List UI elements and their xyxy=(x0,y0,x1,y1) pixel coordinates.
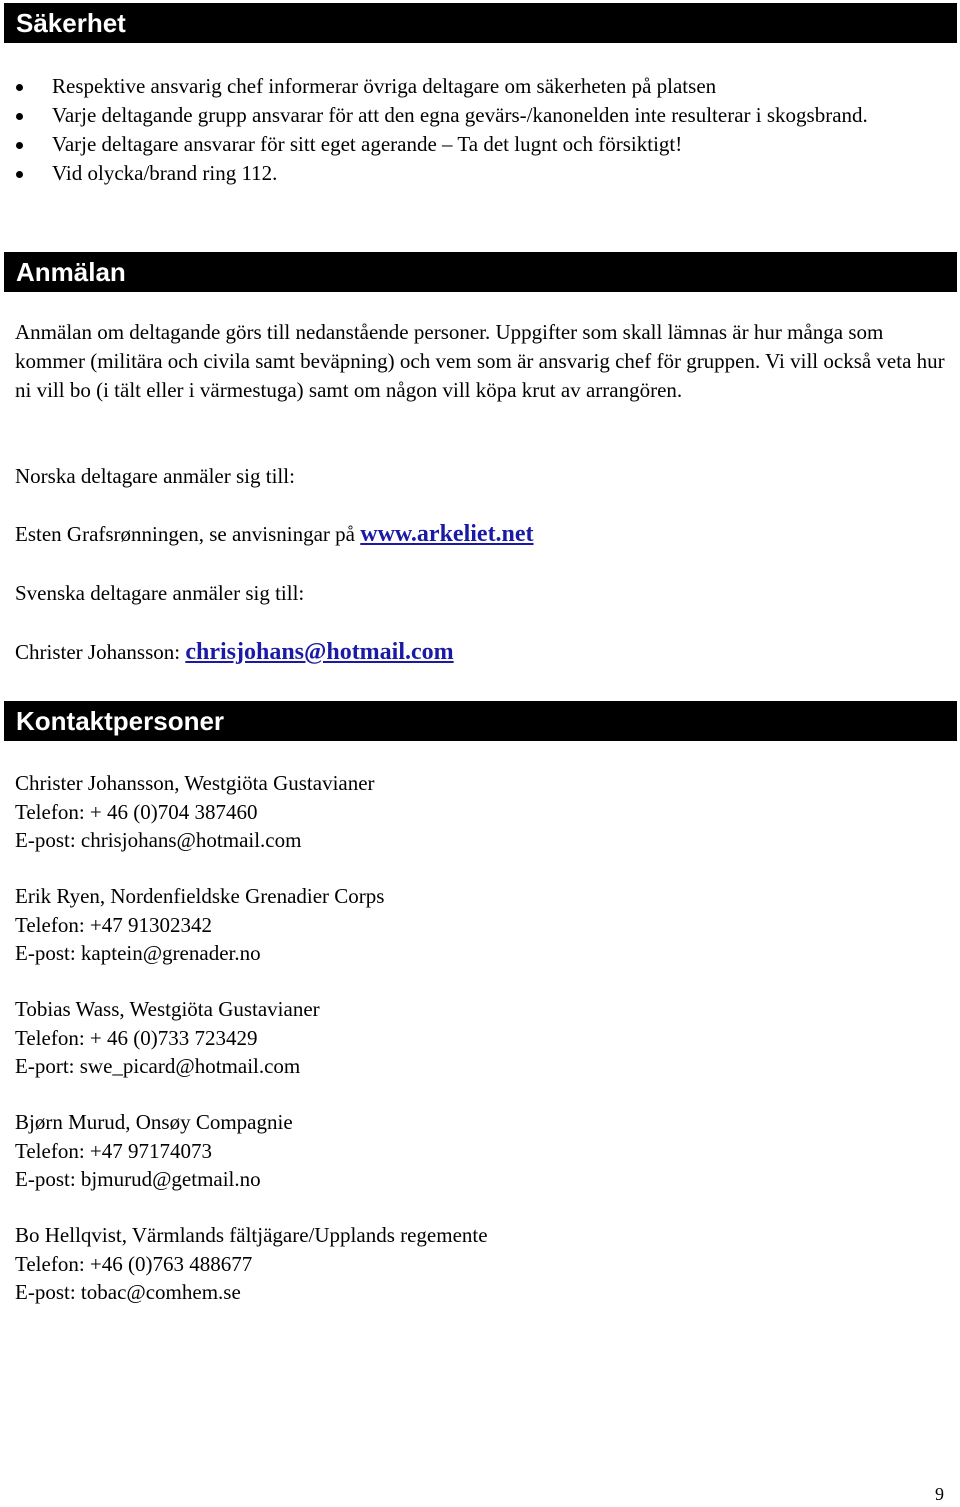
contact-email: E-post: chrisjohans@hotmail.com xyxy=(15,828,302,852)
contact-phone: Telefon: +46 (0)763 488677 xyxy=(15,1251,253,1276)
list-item: Varje deltagare ansvarar för sitt eget agerande – Ta det lugnt och försiktigt! xyxy=(0,130,902,159)
contact-person xyxy=(15,882,384,968)
contact-email: E-port: swe_picard@hotmail.com xyxy=(15,1054,301,1078)
registration-paragraph: Anmälan om deltagande görs till nedanstående personer. Uppgifter som skall lämnas är hur många som kommer (militära och civila samt beväpning) och vem som är ansvarig chef för gruppen. Vi vill också veta hur ni vill bo (i tält eller i värmestuga) samt om någon vill köpa krut av arrangören. xyxy=(15,320,945,402)
contact-person xyxy=(15,995,320,1081)
swedish-registration-label: Svenska deltagare anmäler sig till: xyxy=(15,581,305,605)
list-item: Vid olycka/brand ring 112. xyxy=(0,159,902,188)
section-header-sakerhet: Säkerhet xyxy=(4,3,957,43)
bullet-icon xyxy=(16,84,23,91)
section-header-kontakt: Kontaktpersoner xyxy=(4,701,957,741)
norwegian-contact-line xyxy=(15,520,534,549)
contact-email: E-post: bjmurud@getmail.no xyxy=(15,1167,261,1191)
contact-person xyxy=(15,769,375,855)
bullet-icon xyxy=(16,113,23,120)
bullet-icon xyxy=(16,171,23,178)
page-number: 9 xyxy=(935,1484,944,1504)
contact-phone: Telefon: +47 91302342 xyxy=(15,912,213,937)
contact-person xyxy=(15,1221,488,1307)
contact-name: Christer Johansson, Westgiöta Gustavianer xyxy=(15,771,375,795)
norwegian-contact-text: Esten Grafsrønningen, se anvisningar på xyxy=(15,522,361,546)
swedish-contact-text: Christer Johansson: xyxy=(15,640,186,664)
swedish-contact-line xyxy=(15,638,454,667)
contact-email: E-post: kaptein@grenader.no xyxy=(15,941,261,965)
contact-person xyxy=(15,1108,293,1194)
section-header-anmalan: Anmälan xyxy=(4,252,957,292)
contact-name: Tobias Wass, Westgiöta Gustavianer xyxy=(15,997,320,1021)
contact-name: Erik Ryen, Nordenfieldske Grenadier Corps xyxy=(15,884,385,908)
arkeliet-link[interactable]: www.arkeliet.net xyxy=(360,521,534,547)
contact-phone: Telefon: + 46 (0)733 723429 xyxy=(15,1025,258,1050)
list-item: Varje deltagande grupp ansvarar för att den egna gevärs-/kanonelden inte resulterar i skogsbrand. xyxy=(0,101,902,130)
contact-name: Bjørn Murud, Onsøy Compagnie xyxy=(15,1110,293,1134)
contact-email: E-post: tobac@comhem.se xyxy=(15,1280,241,1304)
contact-name: Bo Hellqvist, Värmlands fältjägare/Upplands regemente xyxy=(15,1223,488,1247)
list-item: Respektive ansvarig chef informerar övriga deltagare om säkerheten på platsen xyxy=(0,72,902,101)
norwegian-registration-label: Norska deltagare anmäler sig till: xyxy=(15,464,295,488)
bullet-icon xyxy=(16,142,23,149)
safety-list xyxy=(0,72,902,188)
email-link[interactable]: chrisjohans@hotmail.com xyxy=(185,639,454,665)
contact-phone: Telefon: +47 97174073 xyxy=(15,1138,213,1163)
contact-phone: Telefon: + 46 (0)704 387460 xyxy=(15,799,258,824)
